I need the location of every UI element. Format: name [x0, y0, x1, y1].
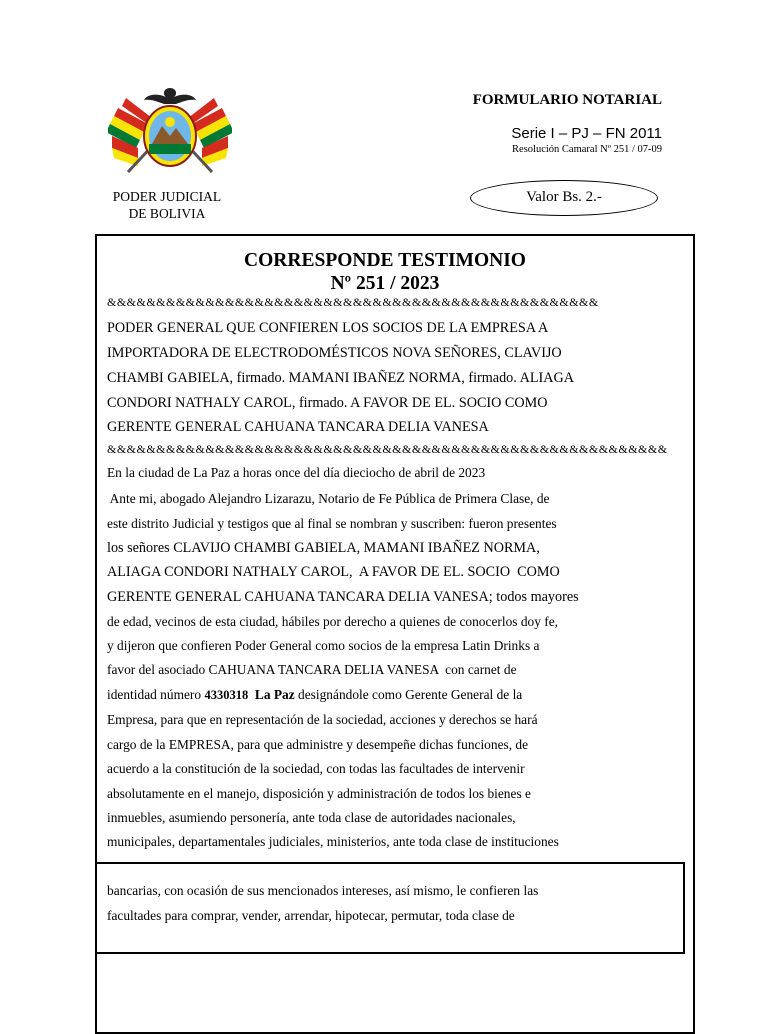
body-line: ALIAGA CONDORI NATHALY CAROL, A FAVOR DE EL. SOCIO COMO — [107, 564, 560, 580]
identity-line — [107, 685, 522, 705]
body-line: acuerdo a la constitución de la sociedad, con todas las facultades de intervenir — [107, 761, 525, 776]
ampersand-separator: &&&&&&&&&&&&&&&&&&&&&&&&&&&&&&&&&&&&&&&&&&&&&&&&&& — [107, 295, 599, 309]
document-title: CORRESPONDE TESTIMONIO — [244, 250, 526, 271]
subject-line: PODER GENERAL QUE CONFIEREN LOS SOCIOS DE LA EMPRESA A — [107, 320, 549, 336]
frame-edge-line — [95, 954, 97, 1034]
body-line: de edad, vecinos de esta ciudad, hábiles por derecho a quienes de conocerlos doy fe, — [107, 614, 559, 629]
ampersand-separator: &&&&&&&&&&&&&&&&&&&&&&&&&&&&&&&&&&&&&&&&&&&&&&&&&&&&&&&&& — [107, 442, 668, 456]
continuation-line: facultades para comprar, vender, arrendar, hipotecar, permutar, toda clase de — [107, 908, 515, 923]
body-line: los señores CLAVIJO CHAMBI GABIELA, MAMANI IBAÑEZ NORMA, — [107, 540, 540, 556]
body-line: y dijeron que confieren Poder General como socios de la empresa Latin Drinks a — [107, 638, 540, 653]
body-line: absolutamente en el manejo, disposición y administración de todos los bienes e — [107, 786, 531, 801]
body-line: inmuebles, asumiendo personería, ante toda clase de autoridades nacionales, — [107, 810, 516, 825]
body-line: GERENTE GENERAL CAHUANA TANCARA DELIA VANESA; todos mayores — [107, 589, 579, 605]
body-line: este distrito Judicial y testigos que al final se nombran y suscriben: fueron presentes — [107, 516, 557, 531]
subject-line: IMPORTADORA DE ELECTRODOMÉSTICOS NOVA SEÑORES, CLAVIJO — [107, 345, 562, 361]
bolivia-coat-of-arms-emblem — [108, 86, 232, 178]
document-number: Nº 251 / 2023 — [330, 273, 440, 294]
resolution-reference: Resolución Camaral Nº 251 / 07-09 — [512, 144, 662, 155]
body-line: En la ciudad de La Paz a horas once del día dieciocho de abril de 2023 — [107, 465, 486, 480]
identity-suffix: designándole como Gerente General de la — [294, 687, 523, 702]
subject-line: CONDORI NATHALY CAROL, firmado. A FAVOR DE EL. SOCIO COMO — [107, 395, 548, 411]
identity-number: 4330318 — [204, 688, 249, 702]
form-title: FORMULARIO NOTARIAL — [472, 92, 662, 108]
body-line: favor del asociado CAHUANA TANCARA DELIA VANESA con carnet de — [107, 662, 517, 677]
organization-name-line-1: PODER JUDICIAL — [112, 189, 222, 204]
organization-name-line-2: DE BOLIVIA — [128, 206, 206, 221]
body-line: municipales, departamentales judiciales, ministerios, ante toda clase de instituciones — [107, 834, 559, 849]
body-line: Ante mi, abogado Alejandro Lizarazu, Notario de Fe Pública de Primera Clase, de — [107, 491, 550, 506]
body-line: Empresa, para que en representación de la sociedad, acciones y derechos se hará — [107, 712, 538, 727]
form-series: Serie I – PJ – FN 2011 — [511, 125, 662, 142]
continuation-line: bancarias, con ocasión de sus mencionados intereses, así mismo, le confieren las — [107, 883, 539, 898]
subject-line: CHAMBI GABIELA, firmado. MAMANI IBAÑEZ NORMA, firmado. ALIAGA — [107, 370, 574, 386]
identity-city: La Paz — [254, 687, 295, 702]
identity-prefix: identidad número — [107, 687, 205, 702]
subject-line: GERENTE GENERAL CAHUANA TANCARA DELIA VANESA — [107, 419, 489, 435]
body-line: cargo de la EMPRESA, para que administre y desempeñe dichas funciones, de — [107, 737, 529, 752]
value-stamp-oval: Valor Bs. 2.- — [470, 180, 658, 216]
